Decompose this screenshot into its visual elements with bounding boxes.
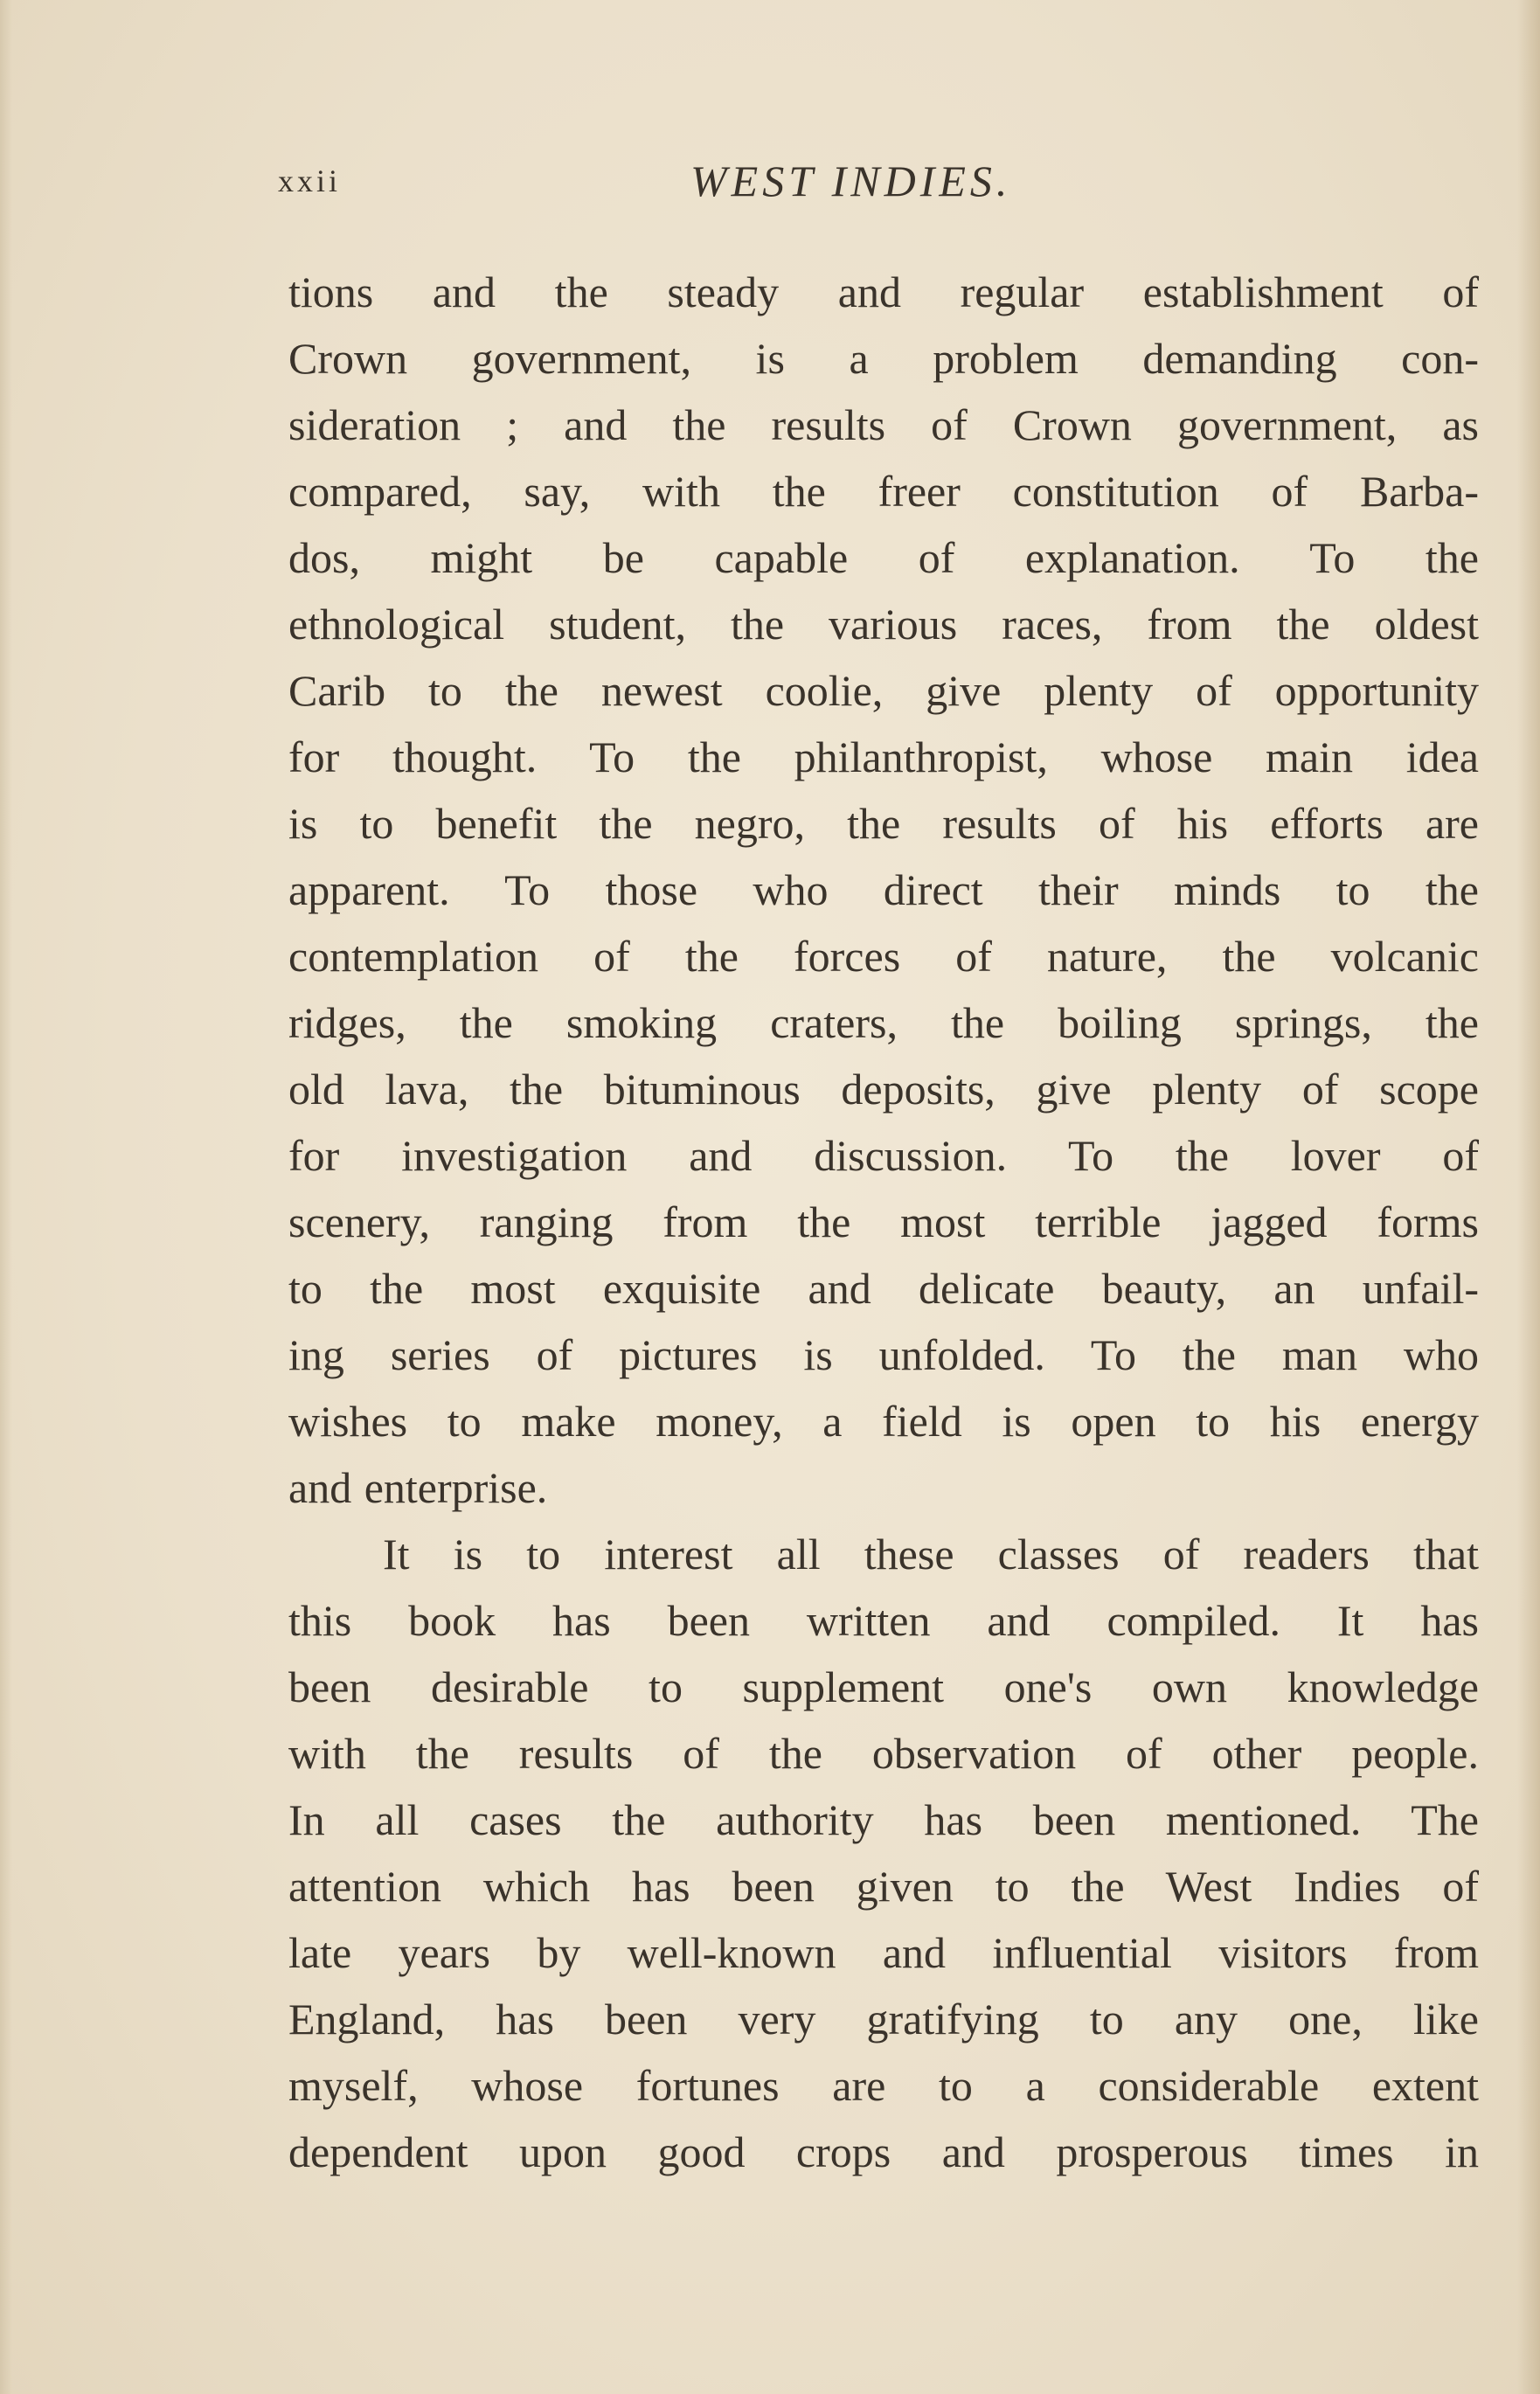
text-line: old lava, the bituminous deposits, give plenty of scope [288,1065,1479,1114]
text-line: Carib to the newest coolie, give plenty of opportunity [288,666,1479,715]
text-line: compared, say, with the freer constitution of Barba- [288,467,1479,516]
text-line: wishes to make money, a field is open to his energy [288,1397,1479,1446]
text-line: apparent. To those who direct their minds to the [288,865,1479,914]
text-line-paragraph-start: It is to interest all these classes of readers that [383,1530,1479,1579]
page-left-edge [0,0,12,2394]
text-line: scenery, ranging from the most terrible jagged forms [288,1197,1479,1246]
text-line: been desirable to supplement one's own knowledge [288,1662,1479,1711]
running-title: WEST INDIES. [690,156,1012,205]
text-line: dependent upon good crops and prosperous times in [288,2127,1479,2176]
text-line: this book has been written and compiled. It has [288,1596,1479,1645]
text-line: to the most exquisite and delicate beauty, an unfail- [288,1264,1479,1313]
text-line: tions and the steady and regular establishment of [288,267,1479,316]
body-text [288,259,1479,2185]
text-line: ethnological student, the various races, from the oldest [288,600,1479,649]
text-line: ridges, the smoking craters, the boiling springs, the [288,998,1479,1047]
running-head [278,156,1493,208]
text-line: with the results of the observation of other people. [288,1729,1479,1778]
page-number: xxii [278,163,342,198]
text-line: dos, might be capable of explanation. To the [288,533,1479,582]
text-line: Crown government, is a problem demanding con- [288,334,1479,383]
text-line: England, has been very gratifying to any one, like [288,1995,1479,2044]
text-line: In all cases the authority has been mentioned. The [288,1795,1479,1844]
text-line: late years by well-known and influential visitors from [288,1928,1479,1977]
text-line-paragraph-end: and enterprise. [288,1463,548,1512]
text-line: for thought. To the philanthropist, whose main idea [288,732,1479,781]
text-line: is to benefit the negro, the results of his efforts are [288,799,1479,848]
text-line: sideration ; and the results of Crown government, as [288,400,1479,449]
text-line: attention which has been given to the West Indies of [288,1862,1479,1911]
text-line: ing series of pictures is unfolded. To the man who [288,1330,1479,1379]
text-line: for investigation and discussion. To the lover of [288,1131,1479,1180]
text-line: contemplation of the forces of nature, the volcanic [288,932,1479,981]
page-right-edge [1517,0,1540,2394]
text-line: myself, whose fortunes are to a considerable extent [288,2061,1479,2110]
